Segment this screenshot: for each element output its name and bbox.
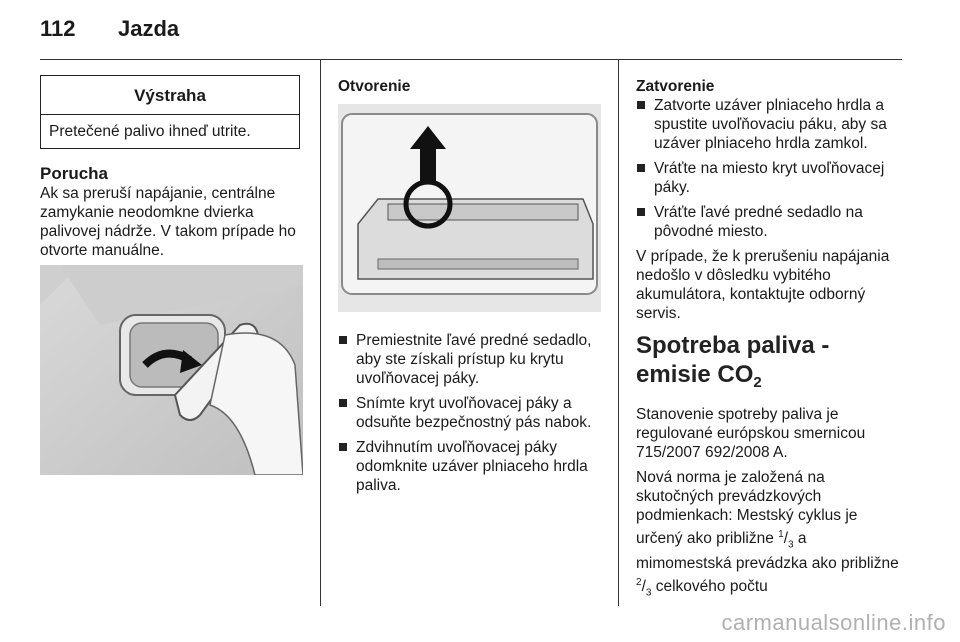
zatvorenie-note: V prípade, že k prerušeniu napájania nedošlo v dôsledku vybitého akumulátora, kontaktujte odborný servis. [636, 248, 890, 322]
otvorenie-heading-wrap [338, 78, 600, 96]
list-item [338, 394, 600, 432]
porucha-section [40, 164, 302, 260]
spotreba-p2-a: Nová norma je založená na skutočných prevádzkových podmienkach: Mestský cyklus je určený ako približne [636, 469, 858, 548]
fuel-door-illustration [40, 265, 303, 475]
list-item [636, 203, 902, 241]
porucha-text: Ak sa preruší napájanie, centrálne zamykanie neodomkne dvierka palivovej nádrže. V takom prípade ho otvorte manuálne. [40, 185, 296, 259]
zatvorenie-list [636, 96, 902, 241]
fraction-1-numerator: 1 [778, 529, 784, 540]
otvorenie-list [338, 331, 600, 495]
spotreba-heading-sub: 2 [753, 374, 762, 391]
spotreba-p2-b: a mimomestská prevádzka ako približne [636, 530, 899, 573]
list-item [636, 96, 902, 153]
fuel-door-drawing [40, 265, 303, 475]
release-lever-illustration [338, 104, 601, 312]
warning-text: Pretečené palivo ihneď utrite. [49, 123, 251, 140]
warning-box [40, 75, 300, 149]
fraction-2-denominator: 3 [645, 587, 652, 599]
spotreba-p2-c: celkového počtu [651, 578, 768, 596]
fraction-1-denominator: 3 [788, 539, 794, 551]
list-item [338, 438, 600, 495]
list-item-text: Snímte kryt uvoľňovacej páky a odsuňte bezpečnostný pás nabok. [356, 395, 592, 431]
list-item-text: Vráťte ľavé predné sedadlo na pôvodné miesto. [654, 204, 863, 240]
zatvorenie-section [636, 78, 902, 323]
otvorenie-list-wrap [338, 331, 600, 501]
header-divider [40, 59, 902, 60]
list-item-text: Premiestnite ľavé predné sedadlo, aby ste získali prístup ku krytu uvoľňovacej páky. [356, 332, 592, 387]
porucha-heading: Porucha [40, 164, 109, 183]
page-header [40, 16, 179, 42]
list-item-text: Zdvihnutím uvoľňovacej páky odomknite uzáver plniaceho hrdla paliva. [356, 439, 588, 494]
list-item-text: Zatvorte uzáver plniaceho hrdla a spustite uvoľňovaciu páku, aby sa uzáver plniaceho hrdla zamkol. [654, 97, 887, 152]
spotreba-section [636, 331, 902, 603]
section-title: Jazda [118, 16, 180, 41]
spotreba-paragraph-2: Nová norma je založená na skutočných prevádzkových podmienkach: Mestský cyklus je určený ako približne $^1/_3$ a mimomestská prevádzka ako približne $^2/_3$ celkového počtu [636, 469, 899, 599]
spotreba-heading-main: Spotreba paliva - emisie CO [636, 332, 830, 388]
bullet-icon [339, 443, 347, 451]
bullet-icon [637, 101, 645, 109]
zatvorenie-heading: Zatvorenie [636, 78, 715, 95]
column-divider-2 [618, 60, 619, 606]
release-lever-drawing [338, 104, 601, 312]
bullet-icon [339, 399, 347, 407]
spotreba-heading [636, 331, 902, 397]
bullet-icon [637, 164, 645, 172]
spotreba-paragraph-1: Stanovenie spotreby paliva je regulované európskou smernicou 715/2007 692/2008 A. [636, 406, 866, 461]
page-number: 112 [40, 16, 76, 41]
bullet-icon [637, 208, 645, 216]
column-divider-1 [320, 60, 321, 606]
list-item [636, 159, 902, 197]
watermark: carmanualsonline.info [721, 610, 946, 635]
otvorenie-heading: Otvorenie [338, 78, 411, 95]
warning-title: Výstraha [41, 76, 299, 115]
fraction-2-numerator: 2 [636, 577, 642, 589]
list-item-text: Vráťte na miesto kryt uvoľňovacej páky. [654, 160, 885, 196]
bullet-icon [339, 336, 347, 344]
list-item [338, 331, 600, 388]
